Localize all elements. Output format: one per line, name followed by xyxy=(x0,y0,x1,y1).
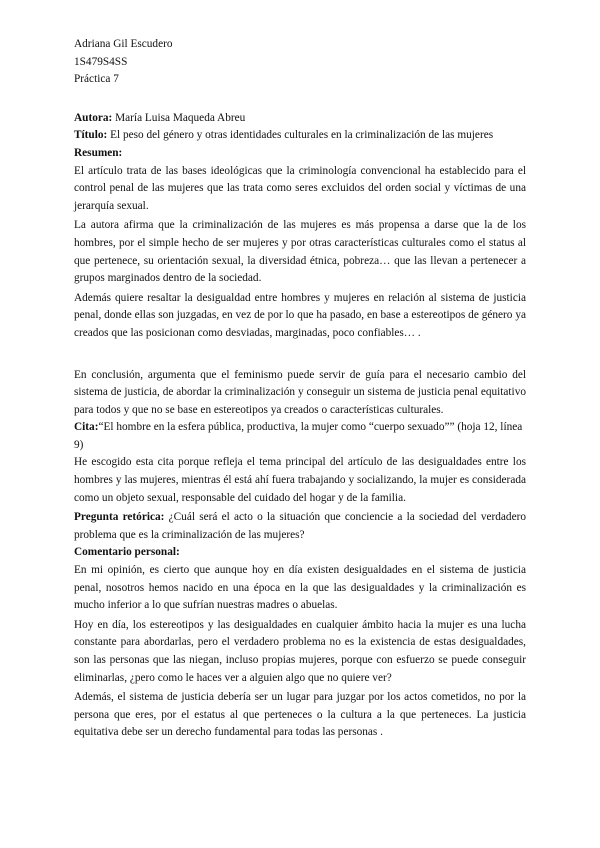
document-header xyxy=(74,36,526,89)
question-line xyxy=(74,509,526,544)
title-label: Título: xyxy=(74,129,108,142)
quote-value: “El hombre en la esfera pública, productiva, la mujer como “cuerpo sexuado”” (hoja 12, línea 9) xyxy=(74,421,523,451)
document-body xyxy=(74,110,526,742)
author-line xyxy=(74,110,526,128)
title-line xyxy=(74,127,526,145)
practice-number: Práctica 7 xyxy=(74,73,119,86)
question-value: ¿Cuál será el acto o la situación que conciencie a la sociedad del verdadero problema que es la criminalización de las mujeres? xyxy=(74,511,526,541)
paragraph-spacer xyxy=(74,343,526,367)
author-value: María Luisa Maqueda Abreu xyxy=(112,111,246,124)
quote-explanation: He escogido esta cita porque refleja el tema principal del artículo de las desigualdades entre los hombres y las mujeres, mientras él está ahí fuera trabajando y socializando, la mujer es considerada como un objeto sexual, responsable del cuidado del hogar y de la familia. xyxy=(74,456,526,504)
summary-heading: Resumen: xyxy=(74,146,123,159)
summary-paragraph-2: La autora afirma que la criminalización de las mujeres es más propensa a darse que la de los hombres, por el simple hecho de ser mujeres y por otras características culturales como el status al que pertenece, su orientación sexual, la diversidad étnica, pobreza… que las llevan a pertenecer a grupos marginados dentro de la sociedad. xyxy=(74,219,526,285)
student-id: 1S479S4SS xyxy=(74,55,128,68)
quote-label: Cita: xyxy=(74,421,99,434)
summary-paragraph-1: El artículo trata de las bases ideológicas que la criminología convencional ha establecido para el control penal de las mujeres que las trata como seres excluidos del orden social y víctimas de una jerarquía sexual. xyxy=(74,164,526,212)
quote-line xyxy=(74,419,526,454)
comment-paragraph-3: Además, el sistema de justicia debería ser un lugar para juzgar por los actos cometidos, no por la persona que eres, por el estatus al que perteneces o la cultura a la que perteneces. La justicia equitativa debe ser un derecho fundamental para todas las personas . xyxy=(74,691,526,739)
comment-paragraph-2: Hoy en día, los estereotipos y las desigualdades en cualquier ámbito hacia la mujer es una lucha constante para abordarlas, pero el verdadero problema no es la existencia de estas desigualdades, son las personas que las niegan, incluso propias mujeres, porque con esfuerzo se puede conseguir eliminarlas, ¿pero como le haces ver a alguien algo que no quiere ver? xyxy=(74,618,526,684)
student-name: Adriana Gil Escudero xyxy=(74,38,173,50)
question-label: Pregunta retórica: xyxy=(74,511,165,524)
title-value: El peso del género y otras identidades culturales en la criminalización de las mujeres xyxy=(107,129,494,142)
comment-paragraph-1: En mi opinión, es cierto que aunque hoy en día existen desigualdades en el sistema de justicia penal, nosotros hemos nacido en una época en la que las desigualdades y la criminalización es mucho inferior a lo que sufrían nuestras madres o abuelas. xyxy=(74,564,526,612)
comment-heading: Comentario personal: xyxy=(74,546,180,559)
summary-paragraph-4: En conclusión, argumenta que el feminismo puede servir de guía para el necesario cambio del sistema de justicia, de abordar la criminalización y conseguir un sistema de justicia penal equitativo para todos y que no se base en estereotipos ya creados o características culturales. xyxy=(74,368,526,416)
author-label: Autora: xyxy=(74,111,113,124)
summary-paragraph-3: Además quiere resaltar la desigualdad entre hombres y mujeres en relación al sistema de justicia penal, donde ellas son juzgadas, en vez de por lo que ha pasado, en base a estereotipos de género ya creados que las posicionan como desviadas, marginadas, poco confiables… . xyxy=(74,291,526,339)
